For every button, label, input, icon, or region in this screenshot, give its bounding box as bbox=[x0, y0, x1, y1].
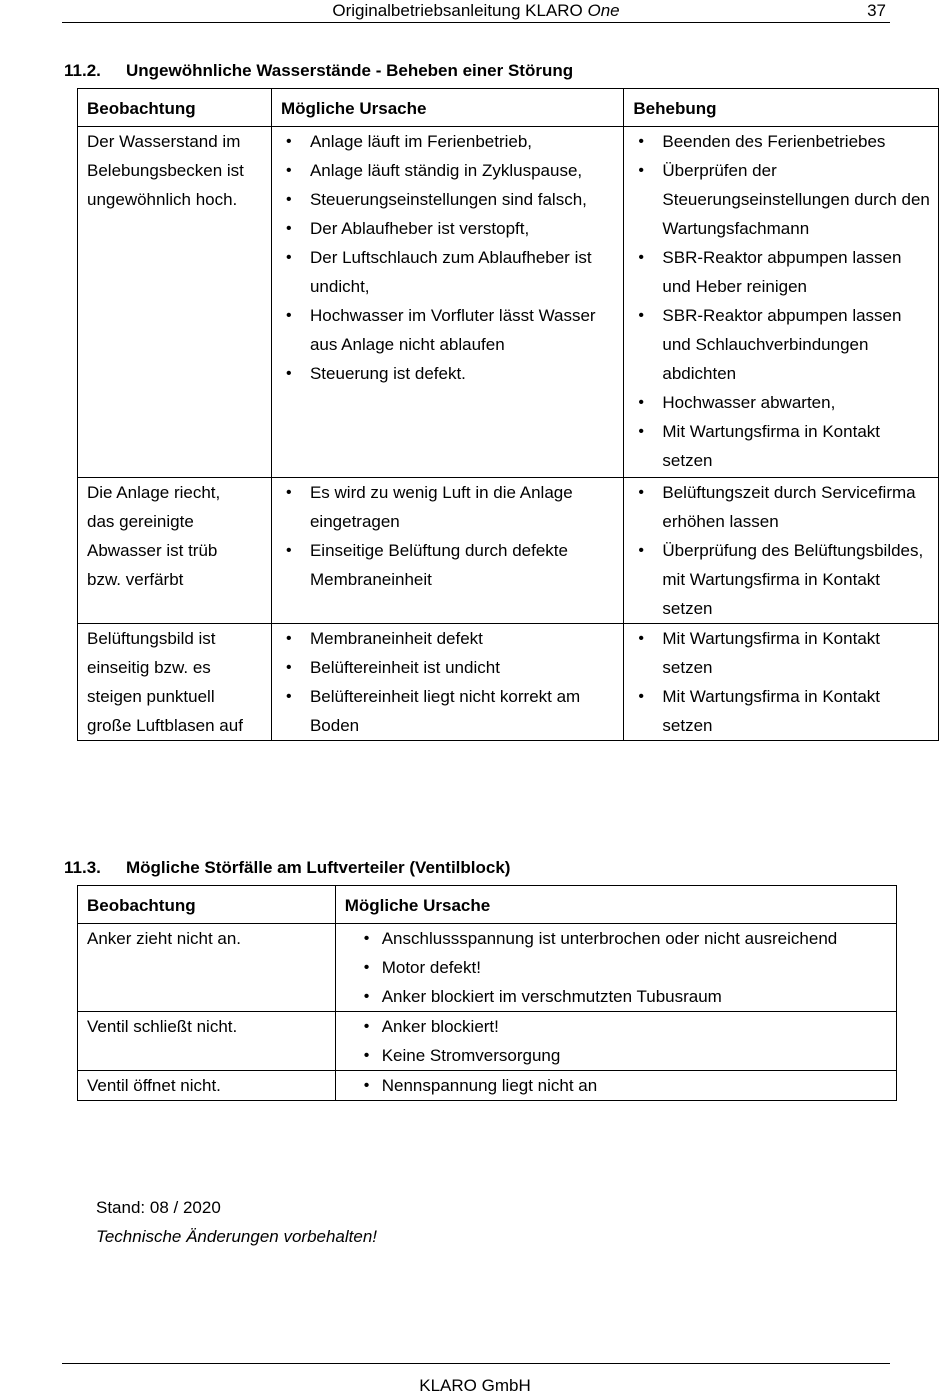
column-header: Mögliche Ursache bbox=[335, 886, 896, 924]
column-header: Behebung bbox=[624, 89, 939, 127]
revision-date: Stand: 08 / 2020 bbox=[96, 1198, 221, 1217]
list-item: • Anlage läuft im Ferienbetrieb, bbox=[281, 127, 615, 156]
observation-cell: Ventil öffnet nicht. bbox=[78, 1071, 336, 1101]
section-title: Mögliche Störfälle am Luftverteiler (Ventilblock) bbox=[126, 858, 511, 877]
observation-cell: Ventil schließt nicht. bbox=[78, 1012, 336, 1071]
list-item: • Mit Wartungsfirma in Kontakt setzen bbox=[633, 417, 930, 475]
list-item: • Überprüfung des Belüftungsbildes, mit Wartungsfirma in Kontakt setzen bbox=[633, 536, 930, 623]
list-item: • Mit Wartungsfirma in Kontakt setzen bbox=[633, 624, 930, 682]
list-item: • Membraneinheit defekt bbox=[281, 624, 615, 653]
section-heading-11-2 bbox=[64, 61, 573, 81]
page-number: 37 bbox=[867, 1, 886, 20]
disclaimer-note: Technische Änderungen vorbehalten! bbox=[96, 1227, 378, 1246]
water-levels-table bbox=[77, 88, 939, 741]
valve-block-table bbox=[77, 885, 897, 1101]
observation-cell: Anker zieht nicht an. bbox=[78, 924, 336, 1012]
list-item: • SBR-Reaktor abpumpen lassen und Schlauchverbindungen abdichten bbox=[633, 301, 930, 388]
list-item: • Überprüfen der Steuerungseinstellungen durch den Wartungsfachmann bbox=[633, 156, 930, 243]
list-item: • Anker blockiert im verschmutzten Tubusraum bbox=[353, 982, 888, 1011]
column-header: Beobachtung bbox=[78, 886, 336, 924]
cause-cell bbox=[335, 1071, 896, 1101]
observation-cell: Belüftungsbild ist einseitig bzw. es steigen punktuell große Luftblasen auf bbox=[78, 624, 272, 741]
cause-cell bbox=[271, 624, 623, 741]
list-item: • Der Luftschlauch zum Ablaufheber ist undicht, bbox=[281, 243, 615, 301]
cause-cell bbox=[271, 478, 623, 624]
list-item: • Anlage läuft ständig in Zykluspause, bbox=[281, 156, 615, 185]
list-item: • Motor defekt! bbox=[353, 953, 888, 982]
column-header: Mögliche Ursache bbox=[271, 89, 623, 127]
list-item: • Der Ablaufheber ist verstopft, bbox=[281, 214, 615, 243]
table-header-row bbox=[78, 886, 897, 924]
page-header bbox=[62, 0, 890, 23]
observation-cell: Die Anlage riecht, das gereinigte Abwasser ist trüb bzw. verfärbt bbox=[78, 478, 272, 624]
table-header-row bbox=[78, 89, 939, 127]
section-heading-11-3 bbox=[64, 858, 510, 878]
list-item: • Steuerung ist defekt. bbox=[281, 359, 615, 388]
observation-cell: Der Wasserstand im Belebungsbecken ist ungewöhnlich hoch. bbox=[78, 127, 272, 478]
list-item: • Belüftereinheit liegt nicht korrekt am Boden bbox=[281, 682, 615, 740]
list-item: • SBR-Reaktor abpumpen lassen und Heber reinigen bbox=[633, 243, 930, 301]
list-item: • Belüftungszeit durch Servicefirma erhöhen lassen bbox=[633, 478, 930, 536]
list-item: • Einseitige Belüftung durch defekte Membraneinheit bbox=[281, 536, 615, 594]
cause-cell bbox=[271, 127, 623, 478]
remedy-cell bbox=[624, 127, 939, 478]
list-item: • Belüftereinheit ist undicht bbox=[281, 653, 615, 682]
table-row bbox=[78, 127, 939, 478]
remedy-cell bbox=[624, 624, 939, 741]
list-item: • Mit Wartungsfirma in Kontakt setzen bbox=[633, 682, 930, 740]
table-row bbox=[78, 478, 939, 624]
list-item: • Keine Stromversorgung bbox=[353, 1041, 888, 1070]
footer-divider bbox=[62, 1363, 890, 1364]
list-item: • Beenden des Ferienbetriebes bbox=[633, 127, 930, 156]
list-item: • Anschlussspannung ist unterbrochen oder nicht ausreichend bbox=[353, 924, 888, 953]
section-title: Ungewöhnliche Wasserstände - Beheben einer Störung bbox=[126, 61, 574, 80]
remedy-cell bbox=[624, 478, 939, 624]
list-item: • Anker blockiert! bbox=[353, 1012, 888, 1041]
section-number: 11.2. bbox=[64, 61, 101, 80]
footer-company: KLARO GmbH bbox=[419, 1376, 531, 1395]
list-item: • Hochwasser im Vorfluter lässt Wasser aus Anlage nicht ablaufen bbox=[281, 301, 615, 359]
cause-cell bbox=[335, 924, 896, 1012]
list-item: • Hochwasser abwarten, bbox=[633, 388, 930, 417]
list-item: • Steuerungseinstellungen sind falsch, bbox=[281, 185, 615, 214]
list-item: • Nennspannung liegt nicht an bbox=[353, 1071, 888, 1100]
table-row bbox=[78, 624, 939, 741]
cause-cell bbox=[335, 1012, 896, 1071]
table-row bbox=[78, 1071, 897, 1101]
list-item: • Es wird zu wenig Luft in die Anlage eingetragen bbox=[281, 478, 615, 536]
document-title: Originalbetriebsanleitung KLARO One bbox=[332, 1, 620, 20]
table-row bbox=[78, 1012, 897, 1071]
section-number: 11.3. bbox=[64, 858, 101, 877]
table-row bbox=[78, 924, 897, 1012]
column-header: Beobachtung bbox=[78, 89, 272, 127]
